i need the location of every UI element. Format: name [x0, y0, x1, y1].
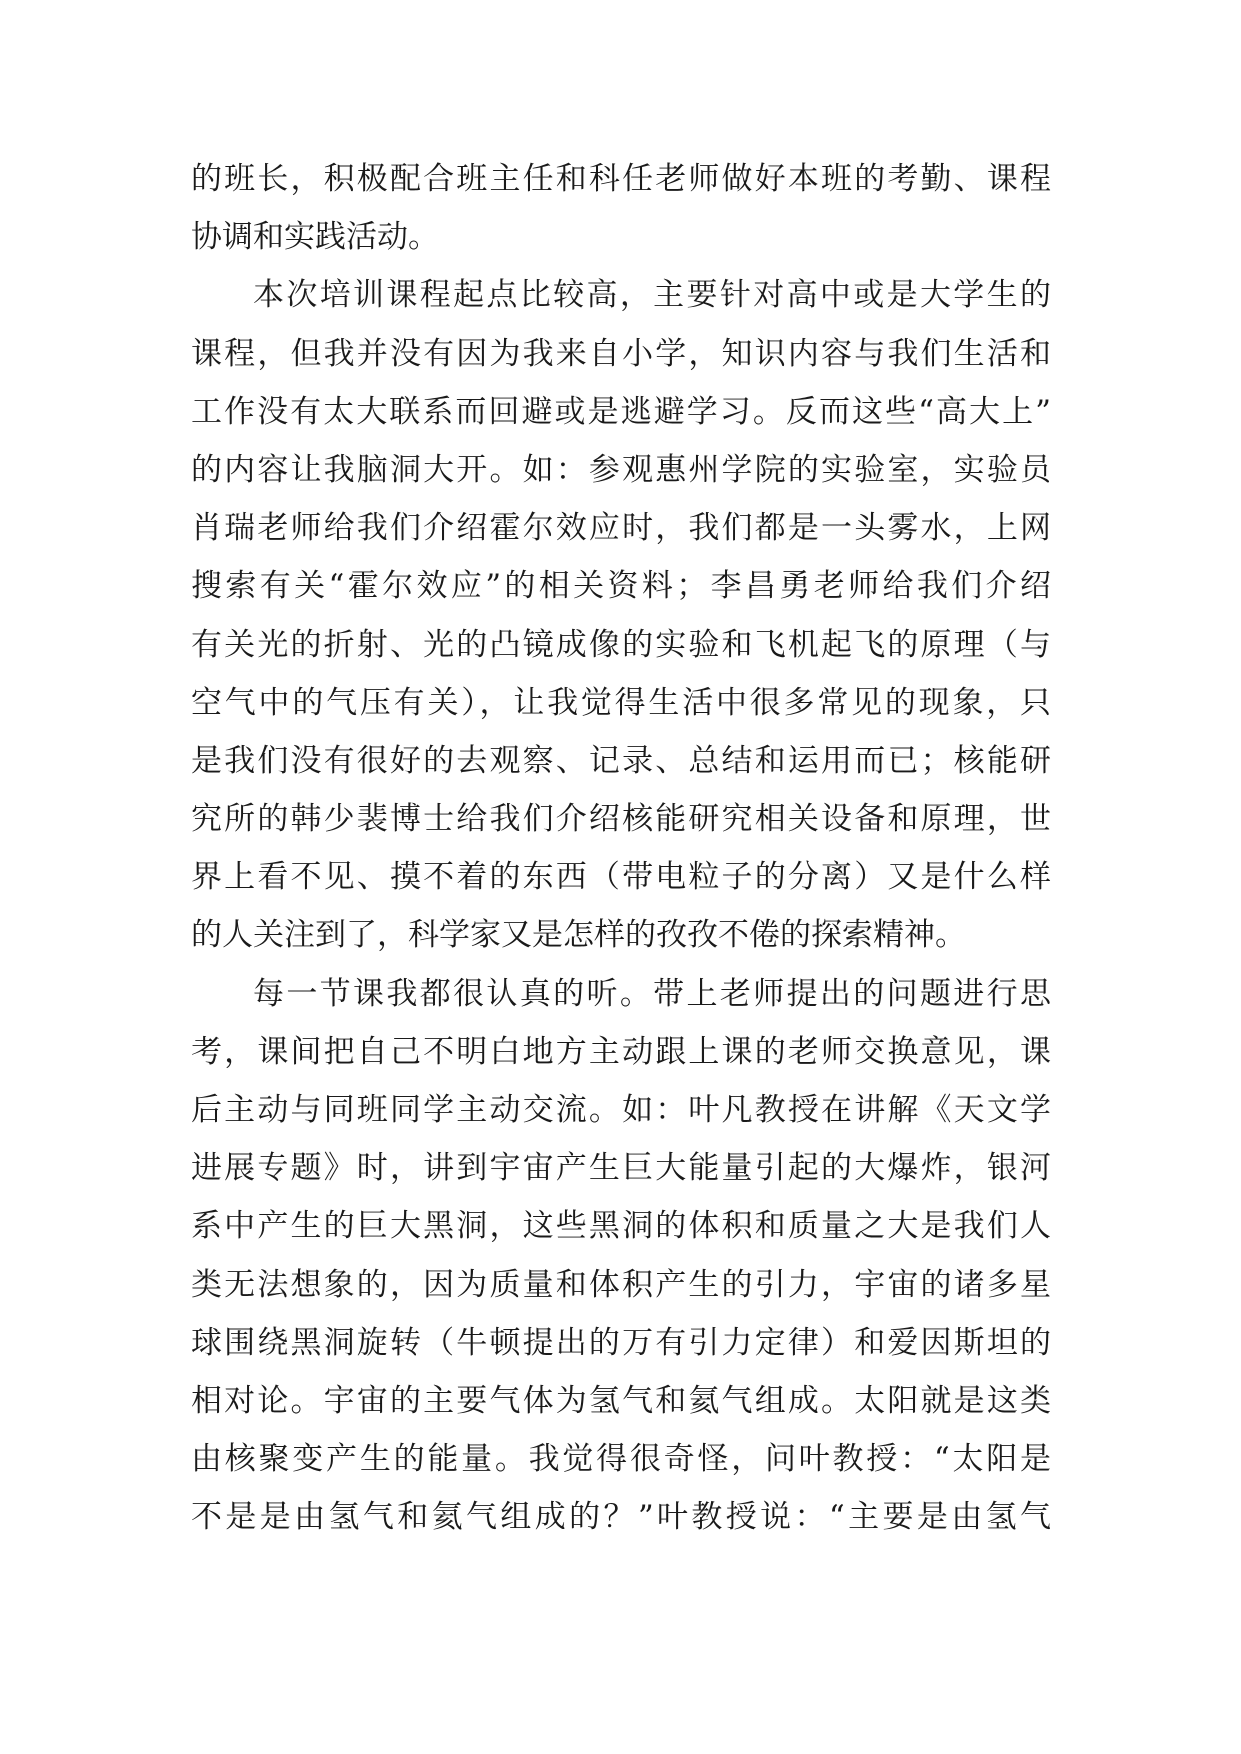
text-line: 进展专题》时，讲到宇宙产生巨大能量引起的大爆炸，银河	[191, 1150, 1051, 1187]
text-line: 有关光的折射、光的凸镜成像的实验和飞机起飞的原理（与	[191, 626, 1051, 663]
paragraph-2	[191, 274, 1051, 957]
text-line: 究所的韩少裴博士给我们介绍核能研究相关设备和原理，世	[191, 801, 1051, 838]
text-line: 的内容让我脑洞大开。如：参观惠州学院的实验室，实验员	[191, 451, 1051, 488]
text-line: 每一节课我都很认真的听。带上老师提出的问题进行思	[253, 975, 1051, 1012]
text-line: 界上看不见、摸不着的东西（带电粒子的分离）又是什么样	[191, 859, 1051, 896]
text-line: 球围绕黑洞旋转（牛顿提出的万有引力定律）和爱因斯坦的	[191, 1324, 1051, 1361]
text-line: 空气中的气压有关），让我觉得生活中很多常见的现象，只	[191, 684, 1051, 721]
text-line: 系中产生的巨大黑洞，这些黑洞的体积和质量之大是我们人	[191, 1208, 1051, 1245]
text-line: 本次培训课程起点比较高，主要针对高中或是大学生的	[253, 277, 1051, 314]
text-line: 协调和实践活动。	[191, 219, 439, 256]
paragraph-1	[191, 158, 1051, 259]
text-line: 由核聚变产生的能量。我觉得很奇怪，问叶教授：“太阳是	[191, 1441, 1051, 1478]
text-line: 不是是由氢气和氦气组成的？”叶教授说：“主要是由氢气	[191, 1499, 1051, 1536]
paragraph-3	[191, 973, 1051, 1540]
text-line: 课程，但我并没有因为我来自小学，知识内容与我们生活和	[191, 335, 1051, 372]
text-line: 肖瑞老师给我们介绍霍尔效应时，我们都是一头雾水，上网	[191, 510, 1051, 547]
text-line: 的班长，积极配合班主任和科任老师做好本班的考勤、课程	[191, 161, 1051, 197]
text-line: 相对论。宇宙的主要气体为氢气和氦气组成。太阳就是这类	[191, 1382, 1051, 1419]
text-line: 类无法想象的，因为质量和体积产生的引力，宇宙的诸多星	[191, 1266, 1051, 1303]
text-line: 搜索有关“霍尔效应”的相关资料；李昌勇老师给我们介绍	[191, 568, 1051, 605]
text-line: 的人关注到了，科学家又是怎样的孜孜不倦的探索精神。	[191, 917, 966, 954]
body-text	[191, 158, 1051, 1555]
text-line: 是我们没有很好的去观察、记录、总结和运用而已；核能研	[191, 742, 1051, 779]
text-line: 后主动与同班同学主动交流。如：叶凡教授在讲解《天文学	[191, 1092, 1051, 1128]
text-line: 工作没有太大联系而回避或是逃避学习。反而这些“高大上”	[191, 393, 1051, 430]
text-line: 考，课间把自己不明白地方主动跟上课的老师交换意见，课	[191, 1033, 1051, 1070]
